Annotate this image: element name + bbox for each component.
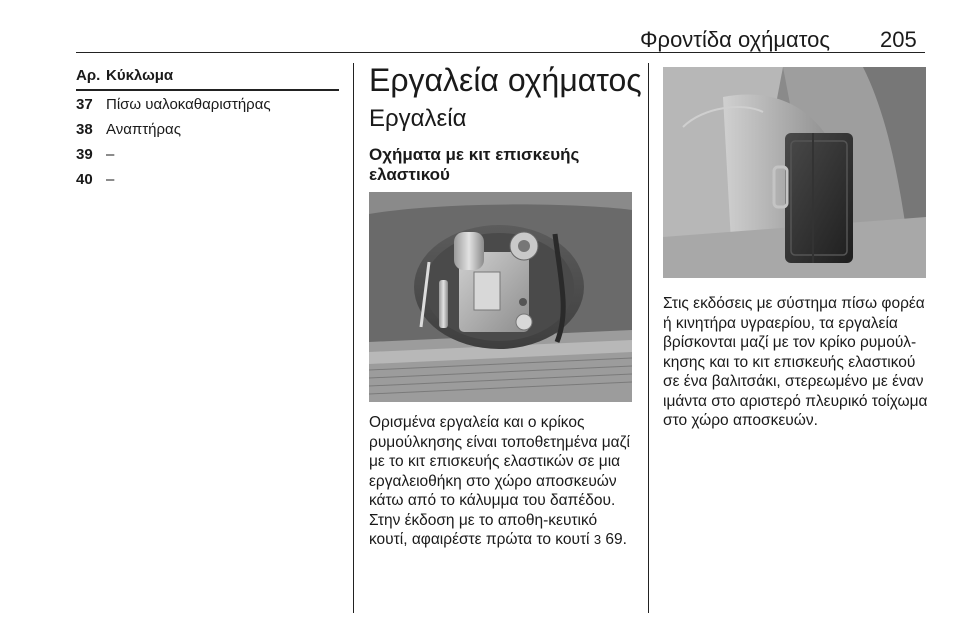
- row-circuit: –: [106, 171, 115, 188]
- subsubsection-title: Οχήματα με κιτ επισκευής ελαστικού: [369, 145, 580, 184]
- table-header-rule: [76, 89, 339, 91]
- table-row: [76, 121, 339, 141]
- row-circuit: Αναπτήρας: [106, 121, 181, 138]
- table-row: [76, 96, 339, 116]
- row-circuit: Πίσω υαλοκαθαριστήρας: [106, 96, 271, 113]
- page-number: 205: [880, 27, 917, 52]
- toolbox-illustration: [369, 192, 632, 402]
- middle-paragraph: [369, 413, 635, 550]
- page-reference-link[interactable]: 69.: [605, 531, 627, 548]
- reference-arrow-icon: 3: [593, 532, 602, 547]
- column-divider-right: [648, 63, 649, 613]
- row-number: 37: [76, 96, 93, 113]
- row-number: 40: [76, 171, 93, 188]
- column-number-header: Αρ.: [76, 67, 101, 84]
- right-paragraph-text: Στις εκδόσεις με σύστημα πίσω φορέα ή κινητήρα υγραερίου, τα εργαλεία βρίσκονται μαζί με τον κρίκο ρυμούλ-κησης και το κιτ επισκευής ελαστικού σε ένα βαλιτσάκι, στερεωμένο με έναν ιμάντα στο αριστερό πλευρικό τοίχωμα στο χώρο αποσκευών.: [663, 295, 928, 429]
- toolbox-photo: [369, 192, 632, 402]
- fuse-table-header: [76, 67, 339, 84]
- table-row: [76, 171, 339, 191]
- middle-paragraph-text: Ορισμένα εργαλεία και ο κρίκος ρυμούλκησης είναι τοποθετημένα μαζί με το κιτ επισκευής ελαστικών σε μια εργαλειοθήκη στο χώρο αποσκευών κάτω από το κάλυμμα του δαπέδου. Στην έκδοση με το αποθη-κευτικό κουτί, αφαιρέστε πρώτα το κουτί: [369, 414, 630, 548]
- column-divider-left: [353, 63, 354, 613]
- header-rule: [76, 52, 925, 53]
- row-number: 39: [76, 146, 93, 163]
- trunk-case-illustration: [663, 67, 926, 278]
- right-paragraph: [663, 294, 928, 431]
- row-circuit: –: [106, 146, 115, 163]
- column-circuit-header: Κύκλωμα: [106, 67, 174, 84]
- trunk-case-photo: [663, 67, 926, 278]
- page-header-title: Φροντίδα οχήματος: [640, 27, 830, 52]
- subsection-title: Εργαλεία: [369, 105, 467, 132]
- row-number: 38: [76, 121, 93, 138]
- section-title: Εργαλεία οχήματος: [369, 62, 642, 98]
- table-row: [76, 146, 339, 166]
